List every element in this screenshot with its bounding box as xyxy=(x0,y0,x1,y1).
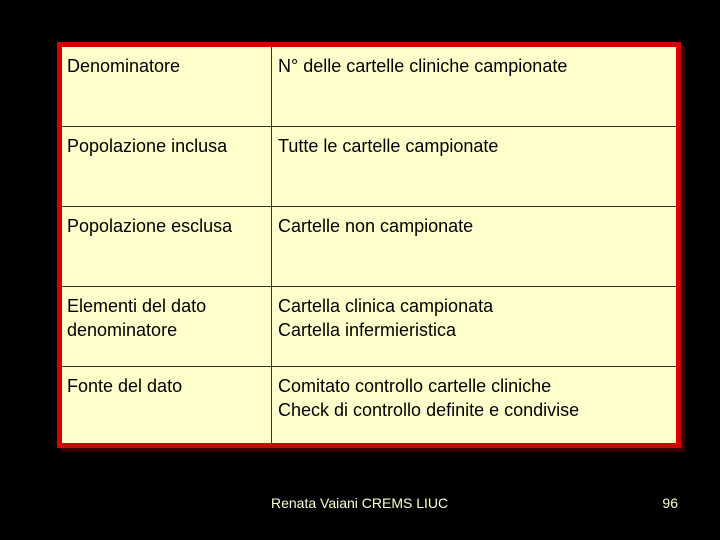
table-row-denominatore xyxy=(62,47,676,127)
row-value: N° delle cartelle cliniche campionate xyxy=(278,56,568,76)
row-label: Elementi del dato denominatore xyxy=(62,287,272,366)
footer-author: Renata Vaiani CREMS LIUC xyxy=(271,495,449,511)
row-value: Tutte le cartelle campionate xyxy=(278,136,499,156)
definition-table-body xyxy=(62,47,676,443)
table-row-popolazione-esclusa xyxy=(62,207,676,287)
row-label: Denominatore xyxy=(62,47,272,126)
row-value: Cartella clinica campionata Cartella infermieristica xyxy=(278,296,494,340)
table-row-fonte-dato xyxy=(62,367,676,443)
row-label: Fonte del dato xyxy=(62,367,272,443)
definition-table xyxy=(57,42,681,448)
row-value: Cartelle non campionate xyxy=(278,216,474,236)
row-label: Popolazione inclusa xyxy=(62,127,272,206)
row-label: Popolazione esclusa xyxy=(62,207,272,286)
row-value: Comitato controllo cartelle cliniche Check di controllo definite e condivise xyxy=(278,376,580,420)
page-number: 96 xyxy=(662,495,678,511)
table-row-popolazione-inclusa xyxy=(62,127,676,207)
table-row-elementi-dato xyxy=(62,287,676,367)
